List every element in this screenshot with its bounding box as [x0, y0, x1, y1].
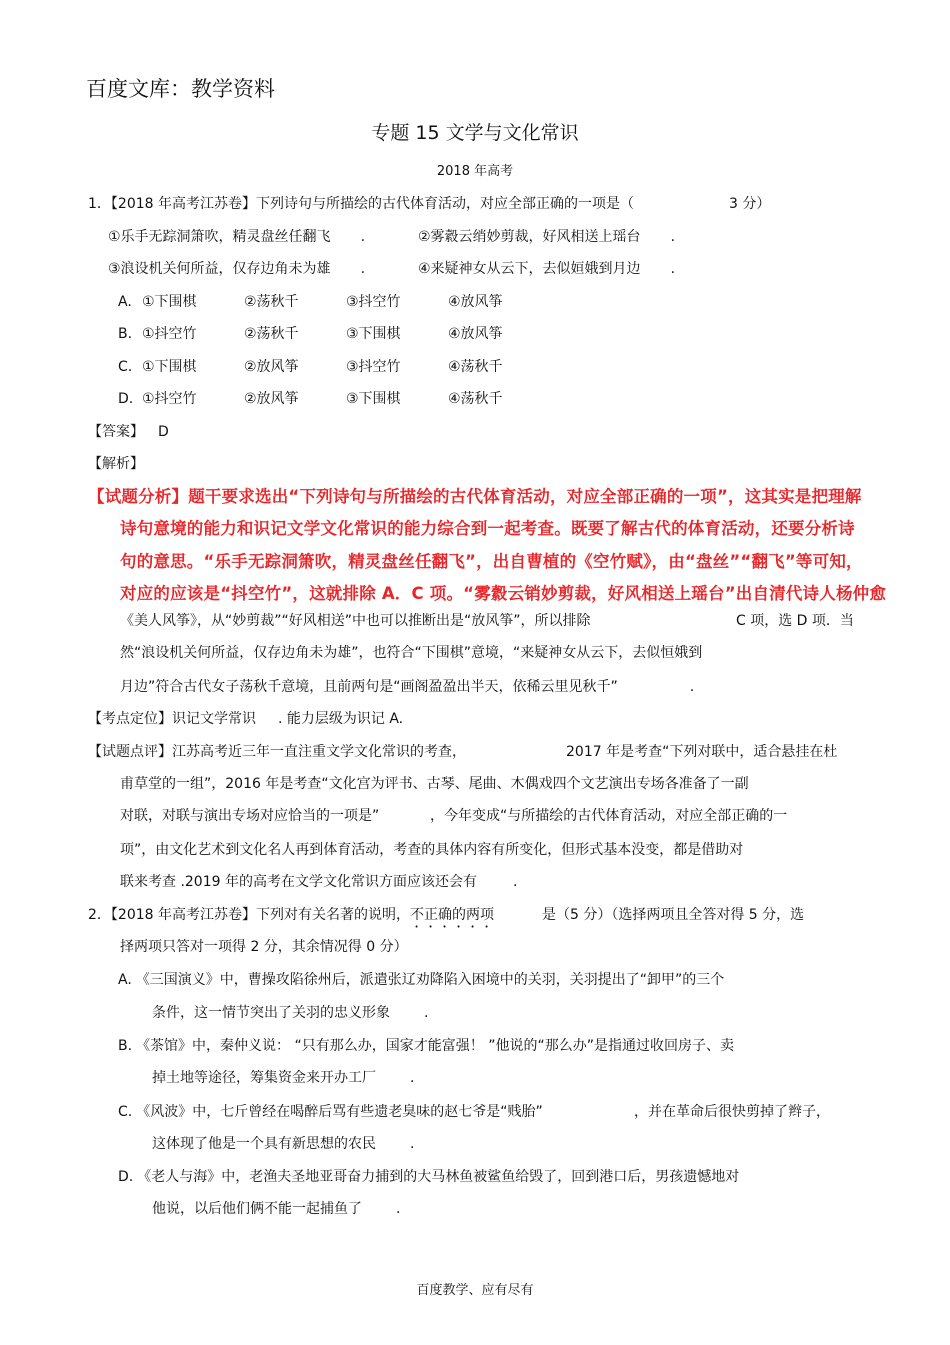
analysis-red-line-2: 诗句意境的能力和识记文学文化常识的能力综合到一起考查。既要了解古代的体育活动，还要分析诗 [120, 519, 855, 538]
q2-option-c-cont: 这体现了他是一个具有新思想的农民 . [152, 1136, 415, 1152]
q2-option-a: A. 《三国演义》中，曹操攻陷徐州后，派遣张辽劝降陷入困境中的关羽，关羽提出了“卸甲”的三个 [118, 972, 725, 988]
q1-poem-4: ④来疑神女从云下，去似姮娥到月边 . [418, 261, 676, 277]
q2-option-a-cont: 条件，这一情节突出了关羽的忠义形象 . [152, 1005, 429, 1021]
q1-option-b: B. ①抖空竹 ②荡秋千 ③下围棋 ④放风筝 [118, 326, 503, 342]
kaodian: 【考点定位】识记文学常识 . 能力层级为识记 A. [88, 711, 404, 727]
analysis-red-line-4: 对应的应该是“抖空竹”，这就排除 A．C 项。“雾縠云销妙剪裁，好风相送上瑶台”出自清代诗人杨仲愈 [120, 584, 887, 603]
q2-option-c: C. 《风波》中，七斤曾经在喝醉后骂有些遗老臭味的赵七爷是“贱胎” [118, 1104, 543, 1120]
dianping-line-3: 对联，对联与演出专场对应恰当的一项是” [120, 808, 380, 824]
dianping-line-5: 联来考查 .2019 年的高考在文学文化常识方面应该还会有 . [120, 874, 518, 890]
q2-option-b-cont: 掉土地等途径，筹集资金来开办工厂 . [152, 1070, 415, 1086]
q1-analysis-label: 【解析】 [88, 456, 144, 472]
q2-emphasis: 不正确的两项 [410, 907, 494, 923]
dianping-line-3b: ，今年变成“与所描绘的古代体育活动，对应全部正确的一 [430, 808, 788, 824]
q1-answer: 【答案】 D [88, 424, 169, 440]
q2-option-c-b: ，并在革命后很快剪掉了辫子， [634, 1104, 830, 1120]
q1-poem-3: ③浪设机关何所益，仅存边角未为雄 . [108, 261, 366, 277]
page-title: 专题 15 文学与文化常识 [371, 122, 579, 144]
dianping-line-2: 甫草堂的一组”，2016 年是考查“文化宫为评书、古琴、尾曲、木偶戏四个文艺演出专场各准备了一副 [120, 776, 749, 792]
q2-stem-2: 择两项只答对一项得 2 分，其余情况得 0 分） [120, 939, 408, 955]
analysis-red-line-1: 【试题分析】题干要求选出“下列诗句与所描绘的古代体育活动，对应全部正确的一项”，这其实是把理解 [88, 487, 862, 506]
page-footer: 百度教学、应有尽有 [416, 1283, 534, 1298]
q1-score: 3 分） [729, 196, 771, 212]
dianping-line-1: 【试题点评】江苏高考近三年一直注重文学文化常识的考查， [88, 744, 466, 760]
analysis-line-6: 然“浪设机关何所益，仅存边角未为雄”，也符合“下围棋”意境，“来疑神女从云下，去似恒娥到 [120, 645, 703, 661]
dianping-line-1b: 2017 年是考查“下列对联中，适合悬挂在杜 [566, 744, 838, 760]
dianping-line-4: 项”，由文化艺术到文化名人再到体育活动，考查的具体内容有所变化，但形式基本没变，都是借助对 [120, 842, 744, 858]
q2-option-d: D. 《老人与海》中，老渔夫圣地亚哥奋力捕到的大马林鱼被鲨鱼给毁了，回到港口后，男孩遗憾地对 [118, 1169, 740, 1185]
q1-option-a: A. ①下围棋 ②荡秋千 ③抖空竹 ④放风筝 [118, 294, 503, 310]
q2-option-d-cont: 他说，以后他们俩不能一起捕鱼了 . [152, 1201, 401, 1217]
analysis-line-5b: C 项，选 D 项．当 [736, 613, 854, 629]
q1-poem-2: ②雾縠云绡妙剪裁，好风相送上瑶台 . [418, 229, 676, 245]
page-subtitle: 2018 年高考 [436, 164, 514, 179]
q1-option-c: C. ①下围棋 ②放风筝 ③抖空竹 ④荡秋千 [118, 359, 503, 375]
analysis-red-line-3: 句的意思。“乐手无踪洞箫吹，精灵盘丝任翻飞”，出自曹植的《空竹赋》，由“盘丝”“翻飞”等可知， [120, 552, 863, 571]
q1-stem [88, 194, 634, 214]
q1-option-d: D. ①抖空竹 ②放风筝 ③下围棋 ④荡秋千 [118, 391, 503, 407]
q2-stem: 2．【2018 年高考江苏卷】下列对有关名著的说明，不正确的两项 是（5 分）（选择两项且全答对得 5 分，选 [88, 905, 804, 931]
q1-poem-1: ①乐手无踪洞箫吹，精灵盘丝任翻飞 . [108, 229, 366, 245]
q2-option-b: B. 《茶馆》中，秦仲义说： “只有那么办，国家才能富强！ ”他说的“那么办”是指通过收回房子、卖 [118, 1038, 734, 1054]
analysis-line-5: 《美人风筝》，从“妙剪裁”“好风相送”中也可以推断出是“放风筝”，所以排除 [120, 613, 591, 629]
doc-header: 百度文库：教学资料 [86, 77, 275, 101]
q1-stem-text: 1．【2018 年高考江苏卷】下列诗句与所描绘的古代体育活动，对应全部正确的一项是（ [88, 196, 634, 212]
analysis-line-7: 月边”符合古代女子荡秋千意境，且前两句是“画阁盈盈出半天，依稀云里见秋千” . [120, 679, 695, 695]
